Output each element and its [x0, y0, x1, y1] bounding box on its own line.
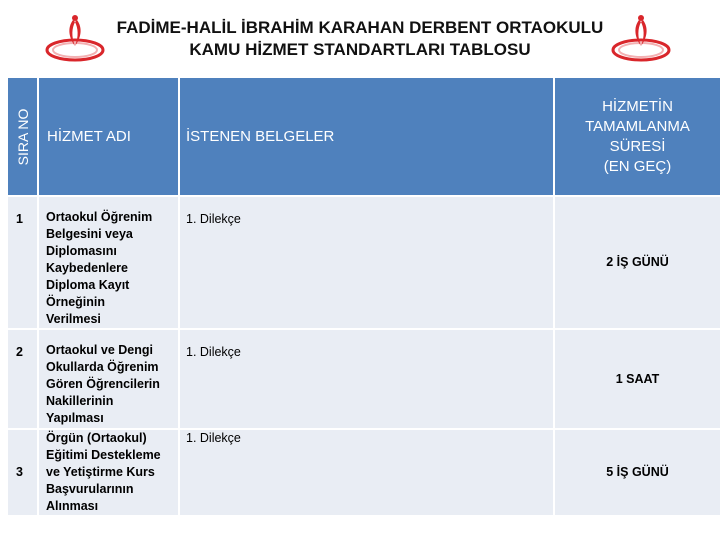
document-title: KAMU HİZMET STANDARTLARI TABLOSU — [189, 40, 531, 59]
completion-time: 1 SAAT — [554, 329, 720, 429]
header — [0, 0, 720, 78]
meb-logo-icon — [42, 12, 108, 64]
service-standards-table — [8, 78, 720, 517]
service-name: Ortaokul Öğrenim Belgesini veya Diplomasını Kaybedenlere Diploma Kayıt Örneğinin Verilmesi — [38, 196, 179, 329]
column-header-no: SIRA NO — [8, 78, 38, 196]
column-header-name: HİZMET ADI — [38, 78, 179, 196]
row-number: 3 — [8, 429, 38, 516]
required-documents: 1. Dilekçe — [179, 196, 554, 329]
table-row — [8, 429, 720, 516]
completion-time: 2 İŞ GÜNÜ — [554, 196, 720, 329]
required-documents: 1. Dilekçe — [179, 429, 554, 516]
row-number: 1 — [8, 196, 38, 329]
table-row — [8, 329, 720, 429]
service-name: Örgün (Ortaokul) Eğitimi Destekleme ve Yetiştirme Kurs Başvurularının Alınması — [38, 429, 179, 516]
column-header-time: HİZMETİN TAMAMLANMA SÜRESİ (EN GEÇ) — [554, 78, 720, 196]
completion-time: 5 İŞ GÜNÜ — [554, 429, 720, 516]
school-title: FADİME-HALİL İBRAHİM KARAHAN DERBENT ORTAOKULU — [116, 18, 604, 37]
service-name: Ortaokul ve Dengi Okullarda Öğrenim Gören Öğrencilerin Nakillerinin Yapılması — [38, 329, 179, 429]
meb-logo-icon — [608, 12, 674, 64]
table-row — [8, 196, 720, 329]
column-header-docs: İSTENEN BELGELER — [179, 78, 554, 196]
row-number: 2 — [8, 329, 38, 429]
required-documents: 1. Dilekçe — [179, 329, 554, 429]
table-header-row — [8, 78, 720, 196]
